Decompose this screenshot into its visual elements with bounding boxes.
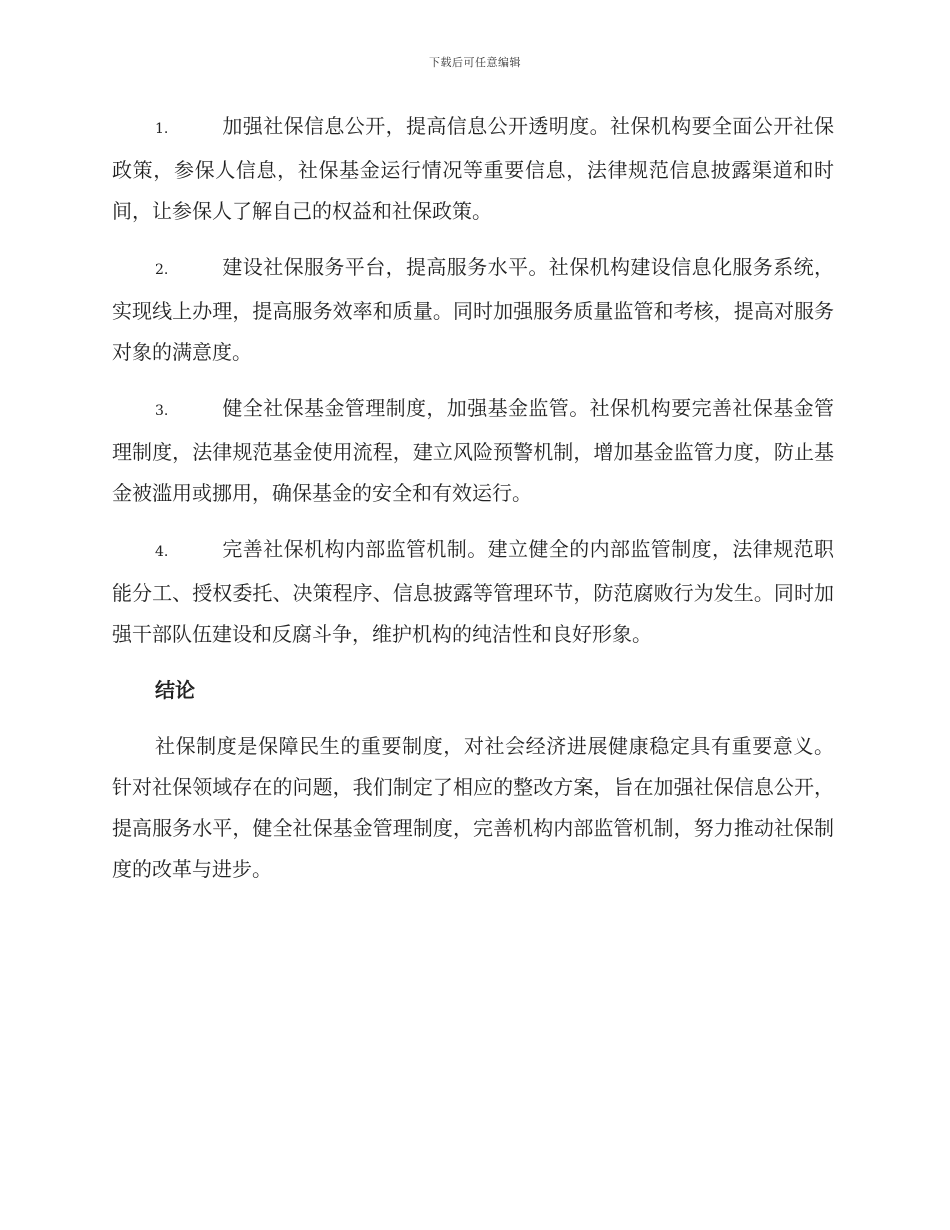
list-item-3 (112, 388, 834, 514)
list-item-number: 2. (155, 262, 169, 278)
list-item-4 (112, 529, 834, 655)
list-item-number: 4. (155, 544, 169, 560)
list-item-2 (112, 247, 834, 373)
list-item-number: 3. (155, 403, 169, 419)
list-item-text: 健全社保基金管理制度，加强基金监管。社保机构要完善社保基金管理制度，法律规范基金使用流程，建立风险预警机制，增加基金监管力度，防止基金被滥用或挪用，确保基金的安全和有效运行。 (112, 396, 834, 505)
list-item-number: 1. (155, 121, 169, 137)
list-item-1 (112, 106, 834, 232)
page-header: 下载后可任意编辑 (429, 56, 521, 69)
list-item-text: 完善社保机构内部监管机制。建立健全的内部监管制度，法律规范职能分工、授权委托、决策程序、信息披露等管理环节，防范腐败行为发生。同时加强干部队伍建设和反腐斗争，维护机构的纯洁性和良好形象。 (112, 537, 834, 646)
conclusion-heading: 结论 (155, 678, 195, 702)
conclusion-paragraph: 社保制度是保障民生的重要制度，对社会经济进展健康稳定具有重要意义。针对社保领域存在的问题，我们制定了相应的整改方案，旨在加强社保信息公开，提高服务水平，健全社保基金管理制度，完善机构内部监管机制，努力推动社保制度的改革与进步。 (112, 734, 834, 881)
list-item-text: 加强社保信息公开，提高信息公开透明度。社保机构要全面公开社保政策，参保人信息，社保基金运行情况等重要信息，法律规范信息披露渠道和时间，让参保人了解自己的权益和社保政策。 (112, 114, 834, 223)
list-item-text: 建设社保服务平台，提高服务水平。社保机构建设信息化服务系统，实现线上办理，提高服务效率和质量。同时加强服务质量监管和考核，提高对服务对象的满意度。 (112, 255, 834, 364)
document-body (112, 106, 834, 890)
